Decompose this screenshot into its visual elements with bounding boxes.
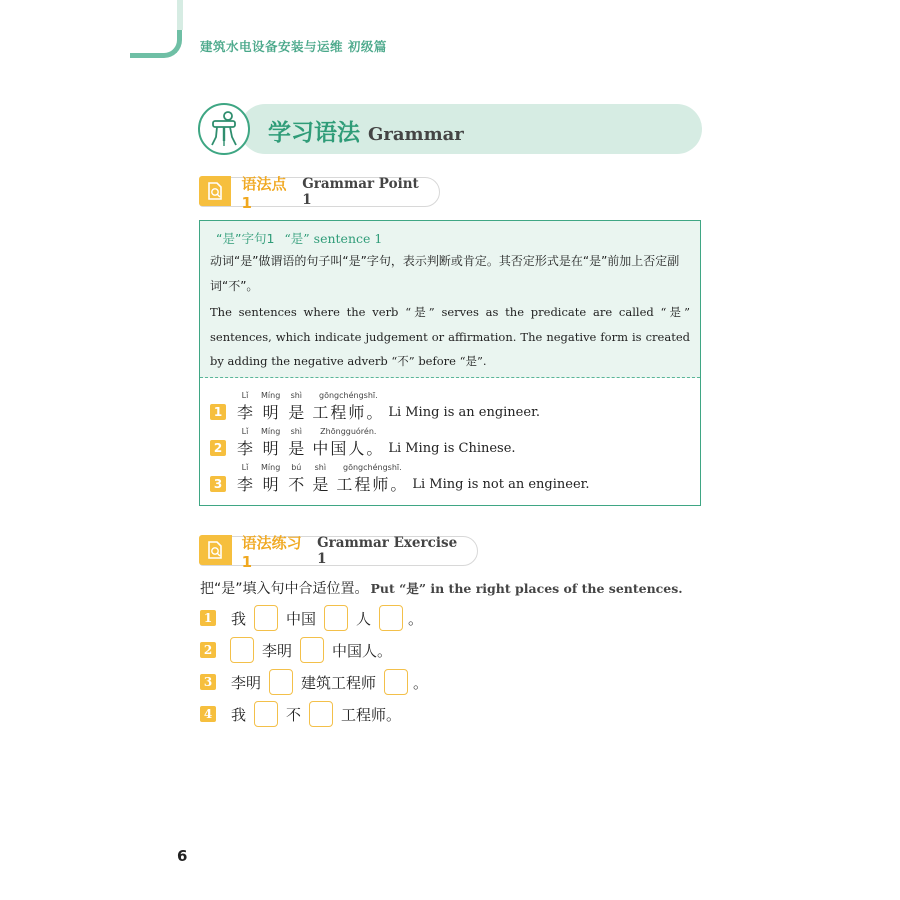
grammar-exercise-tag-cn: 语法练习1 — [241, 533, 302, 571]
answer-blank[interactable] — [384, 669, 408, 695]
example-english: Li Ming is an engineer. — [388, 405, 540, 420]
answer-blank[interactable] — [379, 605, 403, 631]
answer-blank[interactable] — [254, 605, 278, 631]
exercise-word: 我 — [231, 609, 247, 628]
ruby-word: shì 是 — [312, 463, 329, 494]
exercise-word: 不 — [286, 705, 302, 724]
answer-blank[interactable] — [309, 701, 333, 727]
grammar-heading-en: “是” sentence 1 — [284, 231, 383, 246]
grammar-explanation-cn: 动词“是”做谓语的句子叫“是”字句，表示判断或肯定。其否定形式是在“是”前加上否定副词“不”。 — [210, 254, 680, 293]
ruby-word: gōngchéngshī. 工程师。 — [312, 391, 385, 422]
document-edit-icon — [199, 176, 232, 206]
answer-blank[interactable] — [254, 701, 278, 727]
book-title: 建筑水电设备安装与运维 初级篇 — [200, 39, 387, 54]
exercise-number: 4 — [200, 706, 216, 722]
exercise-word: 李明 — [231, 673, 262, 692]
grammar-explanation-en: The sentences where the verb “是” serves as the predicate are called “是” sentences, which indicate judgement or affirmation. The negative form is created by adding the negative adverb “不” before “是”. — [210, 305, 690, 368]
answer-blank[interactable] — [300, 637, 324, 663]
exercise-number: 1 — [200, 610, 216, 626]
example-number: 1 — [210, 404, 226, 420]
section-title — [268, 114, 464, 147]
example-chinese — [237, 391, 392, 422]
example-sentence-3 — [210, 463, 590, 494]
grammar-point-box — [199, 220, 701, 506]
ruby-word: shì 是 — [288, 427, 305, 458]
exercise-item-1 — [200, 605, 423, 631]
answer-blank[interactable] — [230, 637, 254, 663]
exercise-word: 建筑工程师 — [301, 673, 377, 692]
exercise-word: 。 — [413, 673, 429, 692]
exercise-instruction — [200, 578, 683, 598]
exercise-instruction-en: Put “是” in the right places of the sentences. — [370, 581, 683, 596]
ruby-word: Míng 明 — [261, 391, 281, 422]
section-title-en: Grammar — [368, 124, 464, 145]
exercise-word: 中国 — [286, 609, 317, 628]
example-sentence-1 — [210, 391, 540, 422]
ruby-word: Lǐ 李 — [237, 463, 254, 494]
ruby-word: bú 不 — [288, 463, 305, 494]
document-edit-icon — [199, 535, 232, 565]
page-number: 6 — [177, 847, 188, 865]
example-english: Li Ming is Chinese. — [388, 441, 516, 456]
exercise-word: 我 — [231, 705, 247, 724]
example-number: 3 — [210, 476, 226, 492]
grammar-explanation — [200, 221, 700, 378]
exercise-word: 李明 — [262, 641, 293, 660]
jackhammer-worker-icon — [198, 103, 250, 155]
example-chinese — [237, 427, 392, 458]
ruby-word: Zhōngguórén. 中国人。 — [312, 427, 385, 458]
answer-blank[interactable] — [269, 669, 293, 695]
exercise-word: 中国人。 — [332, 641, 393, 660]
section-title-cn: 学习语法 — [268, 120, 360, 146]
example-chinese — [237, 463, 416, 494]
exercise-number: 2 — [200, 642, 216, 658]
exercise-word: 。 — [408, 609, 424, 628]
exercise-item-2 — [200, 637, 395, 663]
ruby-word: Lǐ 李 — [237, 427, 254, 458]
grammar-exercise-tag-en: Grammar Exercise 1 — [317, 535, 458, 567]
exercise-number: 3 — [200, 674, 216, 690]
example-number: 2 — [210, 440, 226, 456]
answer-blank[interactable] — [324, 605, 348, 631]
example-english: Li Ming is not an engineer. — [412, 477, 590, 492]
ruby-word: Lǐ 李 — [237, 391, 254, 422]
exercise-item-4 — [200, 701, 404, 727]
grammar-heading-cn: “是”字句1 — [216, 231, 275, 246]
ruby-word: gōngchéngshī. 工程师。 — [336, 463, 409, 494]
header-accent-strip — [177, 0, 183, 30]
grammar-heading — [216, 229, 690, 247]
exercise-item-3 — [200, 669, 428, 695]
grammar-point-tag-cn: 语法点1 — [241, 174, 287, 212]
grammar-point-tag — [199, 174, 440, 212]
ruby-word: Míng 明 — [261, 463, 281, 494]
example-sentence-2 — [210, 427, 516, 458]
grammar-exercise-tag — [199, 533, 478, 571]
grammar-point-tag-en: Grammar Point 1 — [302, 176, 419, 208]
exercise-instruction-cn: 把“是”填入句中合适位置。 — [200, 581, 369, 597]
exercise-word: 工程师。 — [341, 705, 402, 724]
ruby-word: shì 是 — [288, 391, 305, 422]
exercise-word: 人 — [356, 609, 372, 628]
header-corner-decoration — [130, 0, 182, 58]
ruby-word: Míng 明 — [261, 427, 281, 458]
